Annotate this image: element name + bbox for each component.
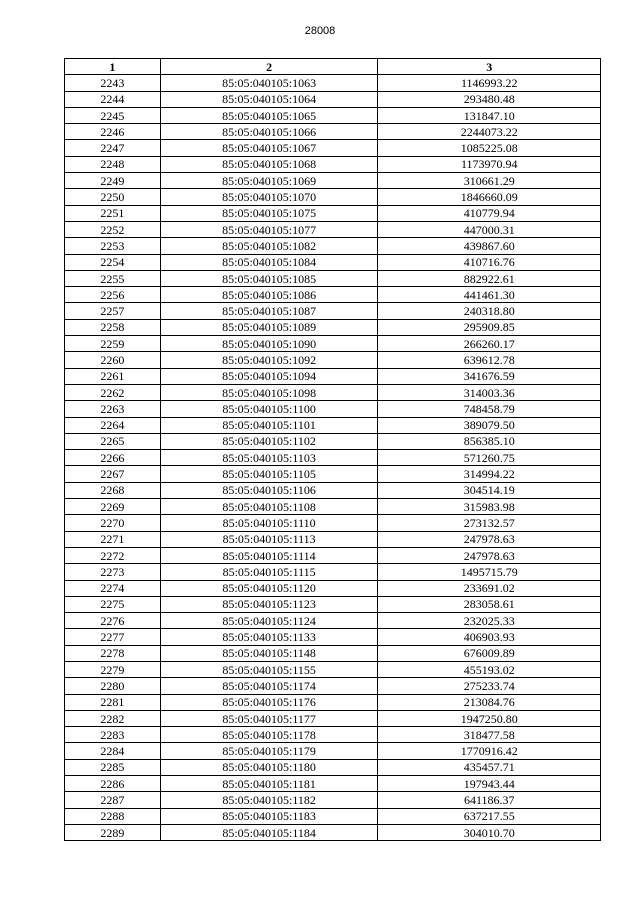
value-cell: 435457.71 <box>378 759 601 775</box>
value-cell: 455193.02 <box>378 661 601 677</box>
row-number-cell: 2251 <box>65 205 161 221</box>
header-col-1: 1 <box>65 59 161 75</box>
value-cell: 410716.76 <box>378 254 601 270</box>
row-number-cell: 2270 <box>65 515 161 531</box>
table-row <box>65 254 601 270</box>
table-row <box>65 352 601 368</box>
table-row <box>65 678 601 694</box>
cadastral-number-cell: 85:05:040105:1100 <box>160 401 378 417</box>
cadastral-number-cell: 85:05:040105:1133 <box>160 629 378 645</box>
table-row <box>65 287 601 303</box>
cadastral-number-cell: 85:05:040105:1063 <box>160 75 378 91</box>
row-number-cell: 2260 <box>65 352 161 368</box>
value-cell: 882922.61 <box>378 270 601 286</box>
row-number-cell: 2255 <box>65 270 161 286</box>
cadastral-number-cell: 85:05:040105:1181 <box>160 776 378 792</box>
value-cell: 389079.50 <box>378 417 601 433</box>
cadastral-number-cell: 85:05:040105:1155 <box>160 661 378 677</box>
value-cell: 856385.10 <box>378 433 601 449</box>
value-cell: 213084.76 <box>378 694 601 710</box>
value-cell: 304514.19 <box>378 482 601 498</box>
cadastral-number-cell: 85:05:040105:1148 <box>160 645 378 661</box>
table-row <box>65 450 601 466</box>
value-cell: 232025.33 <box>378 613 601 629</box>
cadastral-number-cell: 85:05:040105:1098 <box>160 384 378 400</box>
value-cell: 641186.37 <box>378 792 601 808</box>
value-cell: 283058.61 <box>378 596 601 612</box>
value-cell: 1770916.42 <box>378 743 601 759</box>
table-row <box>65 433 601 449</box>
table-row <box>65 466 601 482</box>
value-cell: 295909.85 <box>378 319 601 335</box>
row-number-cell: 2257 <box>65 303 161 319</box>
value-cell: 304010.70 <box>378 824 601 840</box>
cadastral-number-cell: 85:05:040105:1069 <box>160 173 378 189</box>
row-number-cell: 2259 <box>65 336 161 352</box>
table-body <box>65 75 601 841</box>
row-number-cell: 2288 <box>65 808 161 824</box>
value-cell: 315983.98 <box>378 499 601 515</box>
cadastral-number-cell: 85:05:040105:1094 <box>160 368 378 384</box>
table-row <box>65 238 601 254</box>
table-row <box>65 140 601 156</box>
row-number-cell: 2243 <box>65 75 161 91</box>
table-row <box>65 596 601 612</box>
value-cell: 1173970.94 <box>378 156 601 172</box>
table-row <box>65 515 601 531</box>
cadastral-number-cell: 85:05:040105:1114 <box>160 547 378 563</box>
table-row <box>65 694 601 710</box>
cadastral-number-cell: 85:05:040105:1108 <box>160 499 378 515</box>
cadastral-number-cell: 85:05:040105:1085 <box>160 270 378 286</box>
cadastral-number-cell: 85:05:040105:1087 <box>160 303 378 319</box>
row-number-cell: 2269 <box>65 499 161 515</box>
table-row <box>65 499 601 515</box>
value-cell: 266260.17 <box>378 336 601 352</box>
cadastral-number-cell: 85:05:040105:1176 <box>160 694 378 710</box>
table-row <box>65 368 601 384</box>
row-number-cell: 2261 <box>65 368 161 384</box>
value-cell: 247978.63 <box>378 547 601 563</box>
cadastral-number-cell: 85:05:040105:1077 <box>160 221 378 237</box>
table-row <box>65 580 601 596</box>
row-number-cell: 2245 <box>65 107 161 123</box>
value-cell: 410779.94 <box>378 205 601 221</box>
table-row <box>65 189 601 205</box>
cadastral-number-cell: 85:05:040105:1113 <box>160 531 378 547</box>
row-number-cell: 2287 <box>65 792 161 808</box>
table-row <box>65 336 601 352</box>
value-cell: 197943.44 <box>378 776 601 792</box>
row-number-cell: 2274 <box>65 580 161 596</box>
row-number-cell: 2285 <box>65 759 161 775</box>
page-number: 28008 <box>304 25 336 37</box>
table-row <box>65 710 601 726</box>
row-number-cell: 2281 <box>65 694 161 710</box>
table-row <box>65 547 601 563</box>
table-row <box>65 727 601 743</box>
row-number-cell: 2265 <box>65 433 161 449</box>
value-cell: 314994.22 <box>378 466 601 482</box>
cadastral-number-cell: 85:05:040105:1178 <box>160 727 378 743</box>
cadastral-number-cell: 85:05:040105:1090 <box>160 336 378 352</box>
table-row <box>65 792 601 808</box>
cadastral-number-cell: 85:05:040105:1070 <box>160 189 378 205</box>
value-cell: 1846660.09 <box>378 189 601 205</box>
value-cell: 441461.30 <box>378 287 601 303</box>
cadastral-number-cell: 85:05:040105:1086 <box>160 287 378 303</box>
cadastral-number-cell: 85:05:040105:1064 <box>160 91 378 107</box>
table-row <box>65 91 601 107</box>
cadastral-number-cell: 85:05:040105:1105 <box>160 466 378 482</box>
cadastral-number-cell: 85:05:040105:1089 <box>160 319 378 335</box>
data-table <box>64 58 601 841</box>
row-number-cell: 2264 <box>65 417 161 433</box>
cadastral-number-cell: 85:05:040105:1066 <box>160 124 378 140</box>
header-row <box>65 59 601 75</box>
row-number-cell: 2267 <box>65 466 161 482</box>
header-col-3: 3 <box>378 59 601 75</box>
table-row <box>65 75 601 91</box>
row-number-cell: 2289 <box>65 824 161 840</box>
table-row <box>65 743 601 759</box>
table-row <box>65 401 601 417</box>
row-number-cell: 2284 <box>65 743 161 759</box>
value-cell: 2244073.22 <box>378 124 601 140</box>
cadastral-number-cell: 85:05:040105:1067 <box>160 140 378 156</box>
value-cell: 1146993.22 <box>378 75 601 91</box>
cadastral-number-cell: 85:05:040105:1082 <box>160 238 378 254</box>
cadastral-number-cell: 85:05:040105:1182 <box>160 792 378 808</box>
table-row <box>65 270 601 286</box>
value-cell: 1947250.80 <box>378 710 601 726</box>
table-row <box>65 107 601 123</box>
table-row <box>65 629 601 645</box>
value-cell: 247978.63 <box>378 531 601 547</box>
row-number-cell: 2266 <box>65 450 161 466</box>
cadastral-number-cell: 85:05:040105:1084 <box>160 254 378 270</box>
value-cell: 273132.57 <box>378 515 601 531</box>
row-number-cell: 2282 <box>65 710 161 726</box>
row-number-cell: 2273 <box>65 564 161 580</box>
row-number-cell: 2283 <box>65 727 161 743</box>
value-cell: 1085225.08 <box>378 140 601 156</box>
row-number-cell: 2279 <box>65 661 161 677</box>
row-number-cell: 2244 <box>65 91 161 107</box>
table-row <box>65 808 601 824</box>
value-cell: 637217.55 <box>378 808 601 824</box>
row-number-cell: 2247 <box>65 140 161 156</box>
cadastral-number-cell: 85:05:040105:1120 <box>160 580 378 596</box>
table-row <box>65 156 601 172</box>
value-cell: 310661.29 <box>378 173 601 189</box>
row-number-cell: 2268 <box>65 482 161 498</box>
table-row <box>65 303 601 319</box>
row-number-cell: 2278 <box>65 645 161 661</box>
row-number-cell: 2254 <box>65 254 161 270</box>
value-cell: 639612.78 <box>378 352 601 368</box>
table-row <box>65 564 601 580</box>
table-row <box>65 205 601 221</box>
row-number-cell: 2262 <box>65 384 161 400</box>
value-cell: 275233.74 <box>378 678 601 694</box>
row-number-cell: 2271 <box>65 531 161 547</box>
row-number-cell: 2246 <box>65 124 161 140</box>
cadastral-number-cell: 85:05:040105:1068 <box>160 156 378 172</box>
value-cell: 571260.75 <box>378 450 601 466</box>
row-number-cell: 2276 <box>65 613 161 629</box>
cadastral-number-cell: 85:05:040105:1065 <box>160 107 378 123</box>
table-row <box>65 417 601 433</box>
cadastral-number-cell: 85:05:040105:1106 <box>160 482 378 498</box>
table-row <box>65 384 601 400</box>
table-row <box>65 531 601 547</box>
cadastral-number-cell: 85:05:040105:1101 <box>160 417 378 433</box>
cadastral-number-cell: 85:05:040105:1075 <box>160 205 378 221</box>
cadastral-number-cell: 85:05:040105:1092 <box>160 352 378 368</box>
table-row <box>65 173 601 189</box>
value-cell: 131847.10 <box>378 107 601 123</box>
table-row <box>65 824 601 840</box>
value-cell: 314003.36 <box>378 384 601 400</box>
row-number-cell: 2258 <box>65 319 161 335</box>
value-cell: 240318.80 <box>378 303 601 319</box>
value-cell: 341676.59 <box>378 368 601 384</box>
row-number-cell: 2280 <box>65 678 161 694</box>
cadastral-number-cell: 85:05:040105:1102 <box>160 433 378 449</box>
value-cell: 748458.79 <box>378 401 601 417</box>
row-number-cell: 2263 <box>65 401 161 417</box>
row-number-cell: 2249 <box>65 173 161 189</box>
value-cell: 293480.48 <box>378 91 601 107</box>
header-col-2: 2 <box>160 59 378 75</box>
table-row <box>65 661 601 677</box>
value-cell: 406903.93 <box>378 629 601 645</box>
value-cell: 439867.60 <box>378 238 601 254</box>
cadastral-number-cell: 85:05:040105:1110 <box>160 515 378 531</box>
value-cell: 318477.58 <box>378 727 601 743</box>
value-cell: 676009.89 <box>378 645 601 661</box>
cadastral-number-cell: 85:05:040105:1103 <box>160 450 378 466</box>
value-cell: 1495715.79 <box>378 564 601 580</box>
table-row <box>65 776 601 792</box>
cadastral-number-cell: 85:05:040105:1174 <box>160 678 378 694</box>
row-number-cell: 2275 <box>65 596 161 612</box>
row-number-cell: 2252 <box>65 221 161 237</box>
cadastral-number-cell: 85:05:040105:1180 <box>160 759 378 775</box>
table-header <box>65 59 601 75</box>
value-cell: 233691.02 <box>378 580 601 596</box>
cadastral-number-cell: 85:05:040105:1123 <box>160 596 378 612</box>
row-number-cell: 2286 <box>65 776 161 792</box>
row-number-cell: 2250 <box>65 189 161 205</box>
table-row <box>65 482 601 498</box>
table-row <box>65 759 601 775</box>
cadastral-number-cell: 85:05:040105:1124 <box>160 613 378 629</box>
cadastral-number-cell: 85:05:040105:1177 <box>160 710 378 726</box>
table-row <box>65 124 601 140</box>
row-number-cell: 2272 <box>65 547 161 563</box>
value-cell: 447000.31 <box>378 221 601 237</box>
row-number-cell: 2277 <box>65 629 161 645</box>
table-row <box>65 221 601 237</box>
table-row <box>65 613 601 629</box>
cadastral-number-cell: 85:05:040105:1183 <box>160 808 378 824</box>
cadastral-number-cell: 85:05:040105:1184 <box>160 824 378 840</box>
row-number-cell: 2256 <box>65 287 161 303</box>
cadastral-number-cell: 85:05:040105:1179 <box>160 743 378 759</box>
table-row <box>65 645 601 661</box>
row-number-cell: 2253 <box>65 238 161 254</box>
cadastral-number-cell: 85:05:040105:1115 <box>160 564 378 580</box>
row-number-cell: 2248 <box>65 156 161 172</box>
table-row <box>65 319 601 335</box>
